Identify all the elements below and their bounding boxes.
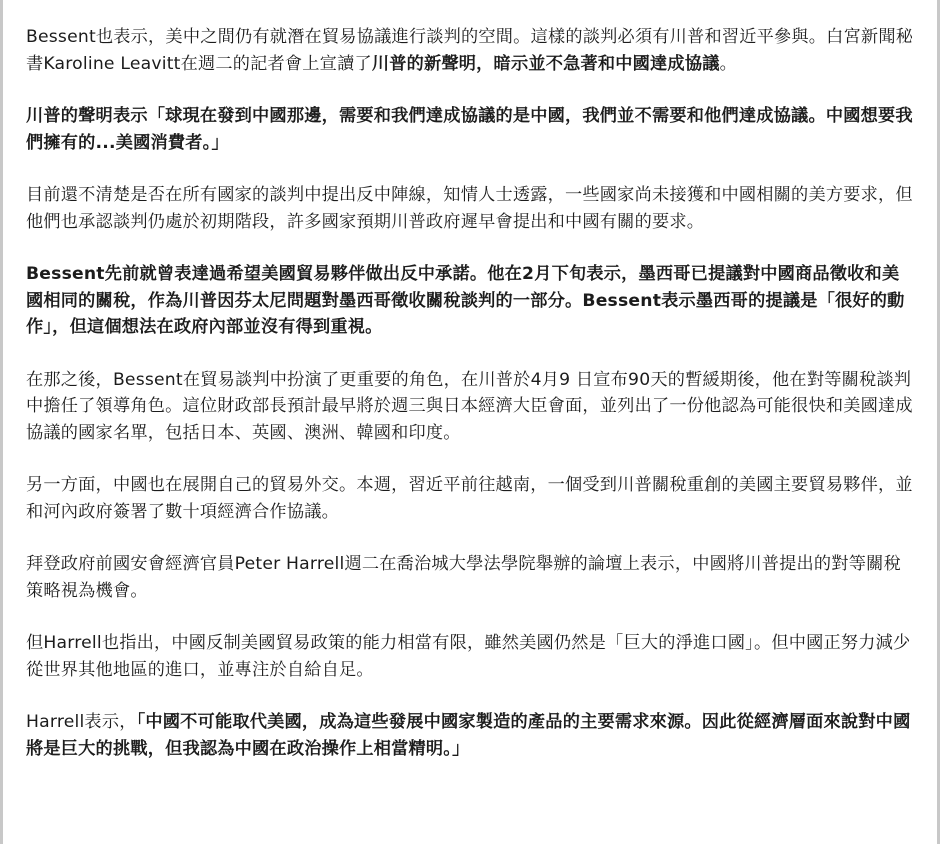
- paragraph-1-text: Bessent也表示，美中之間仍有就潛在貿易協議進行談判的空間。這樣的談判必須有川普和習近平參與。白宮新聞秘書Karoline Leavitt在週二的記者會上宣讀了: [26, 27, 914, 74]
- paragraph-3: 目前還不清楚是否在所有國家的談判中提出反中陣線，知情人士透露，一些國家尚未接獲和中國相關的美方要求，但他們也承認談判仍處於初期階段，許多國家預期川普政府遲早會提出和中國有關的要求。: [26, 185, 913, 232]
- paragraph-2: 川普的聲明表示「球現在發到中國那邊，需要和我們達成協議的是中國，我們並不需要和他們達成協議。中國想要我們擁有的...美國消費者。」: [26, 106, 913, 153]
- paragraph-7: 拜登政府前國安會經濟官員Peter Harrell週二在喬治城大學法學院舉辦的論壇上表示，中國將川普提出的對等關稅策略視為機會。: [26, 554, 901, 601]
- paragraph-9: [26, 709, 916, 762]
- left-border: [0, 0, 3, 844]
- article-body: [26, 24, 916, 788]
- paragraph-6: 另一方面，中國也在展開自己的貿易外交。本週，習近平前往越南，一個受到川普關稅重創的美國主要貿易夥伴，並和河內政府簽署了數十項經濟合作協議。: [26, 475, 913, 522]
- paragraph-4: Bessent先前就曾表達過希望美國貿易夥伴做出反中承諾。他在2月下旬表示，墨西哥已提議對中國商品徵收和美國相同的關稅，作為川普因芬太尼問題對墨西哥徵收關稅談判的一部分。Bessent表示墨西哥的提議是「很好的動作」，但這個想法在政府內部並沒有得到重視。: [26, 264, 905, 337]
- paragraph-9-text: Harrell表示，: [26, 712, 137, 732]
- paragraph-9-bold-quote: 「中國不可能取代美國，成為這些發展中國家製造的產品的主要需求來源。因此從經濟層面來說對中國將是巨大的挑戰，但我認為中國在政治操作上相當精明。」: [26, 712, 911, 759]
- paragraph-8: 但Harrell也指出，中國反制美國貿易政策的能力相當有限，雖然美國仍然是「巨大的淨進口國」。但中國正努力減少從世界其他地區的進口，並專注於自給自足。: [26, 633, 911, 680]
- paragraph-1-end: 。: [719, 53, 737, 74]
- paragraph-1-bold-text: 川普的新聲明，暗示並不急著和中國達成協議: [371, 53, 720, 74]
- paragraph-5: 在那之後，Bessent在貿易談判中扮演了更重要的角色，在川普於4月9 日宣布90天的暫緩期後，他在對等關稅談判中擔任了領導角色。這位財政部長預計最早將於週三與日本經濟大臣會面，並列出了一份他認為可能很快和美國達成協議的國家名單，包括日本、英國、澳洲、韓國和印度。: [26, 369, 913, 443]
- paragraph-1: [26, 24, 916, 77]
